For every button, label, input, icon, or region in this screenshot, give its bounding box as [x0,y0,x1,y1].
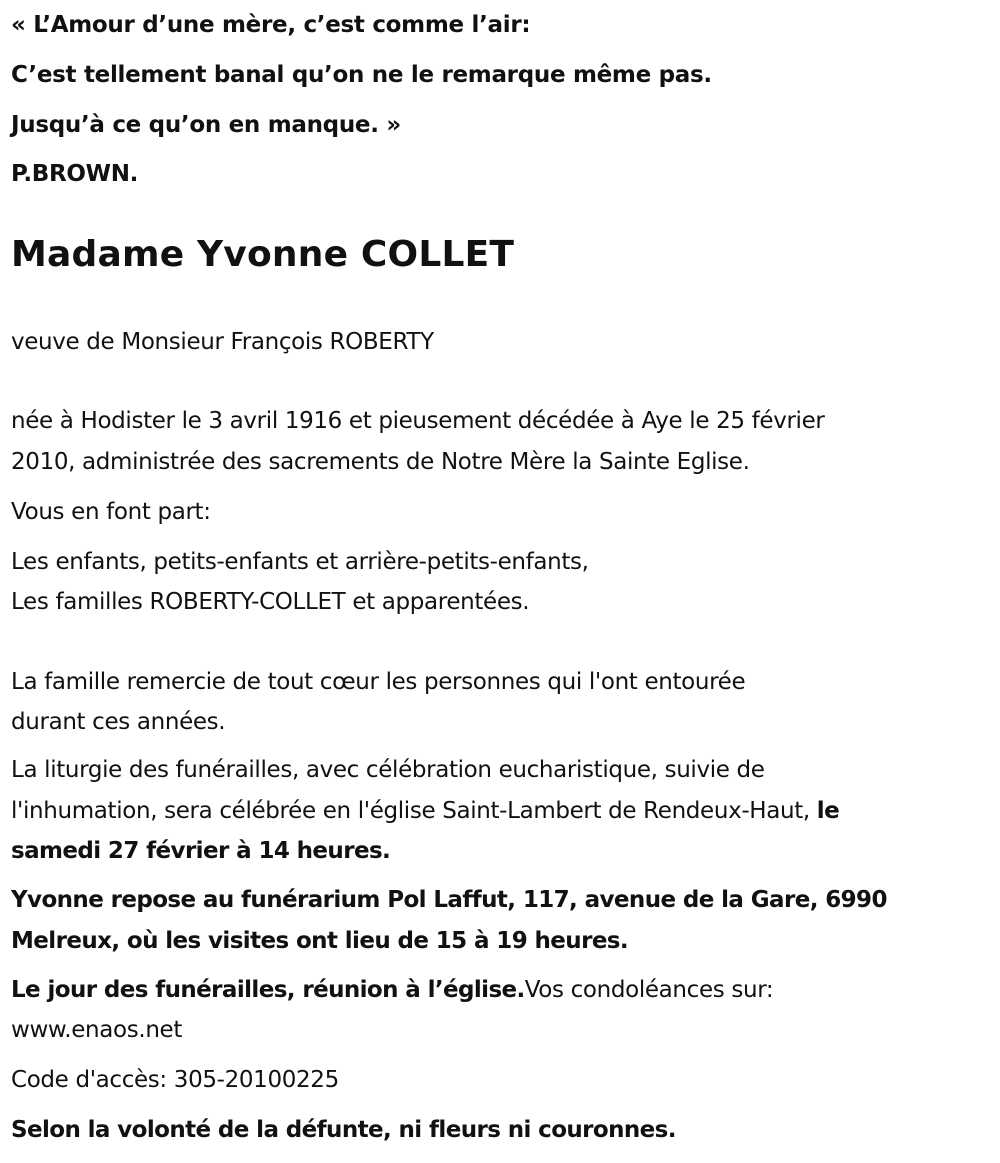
access-code: Code d'accès: 305-20100225 [11,1067,339,1093]
liturgy-date-start: le [816,798,840,824]
condolences-website: www.enaos.net [11,1017,183,1043]
widow-of: veuve de Monsieur François ROBERTY [11,329,434,355]
meeting-line [11,975,773,1005]
liturgy-date: samedi 27 février à 14 heures. [11,838,391,864]
quote-line-1: « L’Amour d’une mère, c’est comme l’air: [11,12,531,38]
family-line-1: Les enfants, petits-enfants et arrière-petits-enfants, [11,549,589,575]
birth-death-line-1: née à Hodister le 3 avril 1916 et pieusement décédée à Aye le 25 février [11,408,825,434]
birth-death-line-2: 2010, administrée des sacrements de Notre Mère la Sainte Eglise. [11,449,750,475]
quote-line-3: Jusqu’à ce qu’on en manque. » [11,112,401,138]
thanks-line-2: durant ces années. [11,709,226,735]
liturgy-line-2 [11,796,839,826]
announcement-intro: Vous en font part: [11,499,211,525]
visitation-line-1: Yvonne repose au funérarium Pol Laffut, 117, avenue de la Gare, 6990 [11,887,887,913]
liturgy-line-1: La liturgie des funérailles, avec célébration eucharistique, suivie de [11,757,765,783]
family-line-2: Les familles ROBERTY-COLLET et apparentées. [11,589,530,615]
deceased-name: Madame Yvonne COLLET [11,234,515,275]
condolences-label: Vos condoléances sur: [524,977,774,1003]
meeting-notice: Le jour des funérailles, réunion à l’église. [11,977,525,1003]
closing-note: Selon la volonté de la défunte, ni fleurs ni couronnes. [11,1117,676,1143]
visitation-line-2: Melreux, où les visites ont lieu de 15 à 19 heures. [11,928,629,954]
thanks-line-1: La famille remercie de tout cœur les personnes qui l'ont entourée [11,669,746,695]
quote-line-2: C’est tellement banal qu’on ne le remarque même pas. [11,62,712,88]
liturgy-line-2-text: l'inhumation, sera célébrée en l'église Saint-Lambert de Rendeux-Haut, [11,798,817,824]
quote-author: P.BROWN. [11,161,139,187]
